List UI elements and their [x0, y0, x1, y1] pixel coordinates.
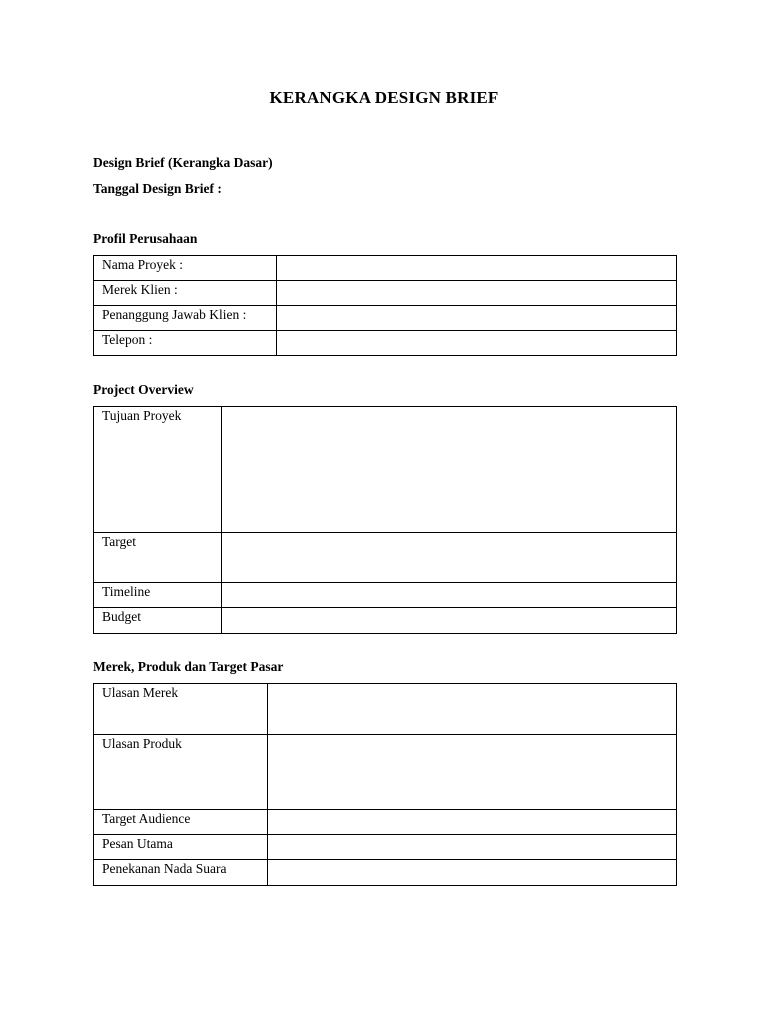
value-field-tujuan-proyek[interactable] — [222, 407, 677, 533]
value-field-ulasan-merek[interactable] — [268, 684, 677, 735]
row-label-penanggung-jawab-klien: Penanggung Jawab Klien : — [94, 306, 277, 331]
table-profil-perusahaan — [93, 255, 677, 356]
table-row — [94, 835, 677, 860]
value-field-nama-proyek[interactable] — [277, 256, 677, 281]
row-label-ulasan-merek: Ulasan Merek — [94, 684, 268, 735]
section-heading-project-overview: Project Overview — [93, 382, 194, 397]
row-label-merek-klien: Merek Klien : — [94, 281, 277, 306]
table-row — [94, 810, 677, 835]
table-row — [94, 281, 677, 306]
table-row — [94, 860, 677, 886]
value-field-target[interactable] — [222, 533, 677, 583]
row-label-timeline: Timeline — [94, 583, 222, 608]
value-field-ulasan-produk[interactable] — [268, 735, 677, 810]
table-row — [94, 583, 677, 608]
section-heading-profil-perusahaan: Profil Perusahaan — [93, 231, 198, 246]
value-field-penekanan-nada-suara[interactable] — [268, 860, 677, 886]
value-field-merek-klien[interactable] — [277, 281, 677, 306]
table-row — [94, 608, 677, 634]
row-label-penekanan-nada-suara: Penekanan Nada Suara — [94, 860, 268, 886]
value-field-penanggung-jawab-klien[interactable] — [277, 306, 677, 331]
value-field-telepon[interactable] — [277, 331, 677, 356]
row-label-nama-proyek: Nama Proyek : — [94, 256, 277, 281]
row-label-budget: Budget — [94, 608, 222, 634]
row-label-tujuan-proyek: Tujuan Proyek — [94, 407, 222, 533]
row-label-ulasan-produk: Ulasan Produk — [94, 735, 268, 810]
table-row — [94, 331, 677, 356]
table-row — [94, 256, 677, 281]
table-row — [94, 735, 677, 810]
row-label-pesan-utama: Pesan Utama — [94, 835, 268, 860]
brief-date-label: Tanggal Design Brief : — [93, 181, 222, 196]
row-label-telepon: Telepon : — [94, 331, 277, 356]
value-field-target-audience[interactable] — [268, 810, 677, 835]
table-row — [94, 533, 677, 583]
value-field-budget[interactable] — [222, 608, 677, 634]
row-label-target-audience: Target Audience — [94, 810, 268, 835]
value-field-timeline[interactable] — [222, 583, 677, 608]
table-row — [94, 306, 677, 331]
section-heading-merek-produk-target-pasar: Merek, Produk dan Target Pasar — [93, 659, 284, 674]
brief-subtitle: Design Brief (Kerangka Dasar) — [93, 155, 273, 170]
table-merek-produk-target-pasar — [93, 683, 677, 886]
row-label-target: Target — [94, 533, 222, 583]
table-project-overview — [93, 406, 677, 634]
value-field-pesan-utama[interactable] — [268, 835, 677, 860]
page-title: KERANGKA DESIGN BRIEF — [269, 88, 499, 107]
table-row — [94, 684, 677, 735]
table-row — [94, 407, 677, 533]
